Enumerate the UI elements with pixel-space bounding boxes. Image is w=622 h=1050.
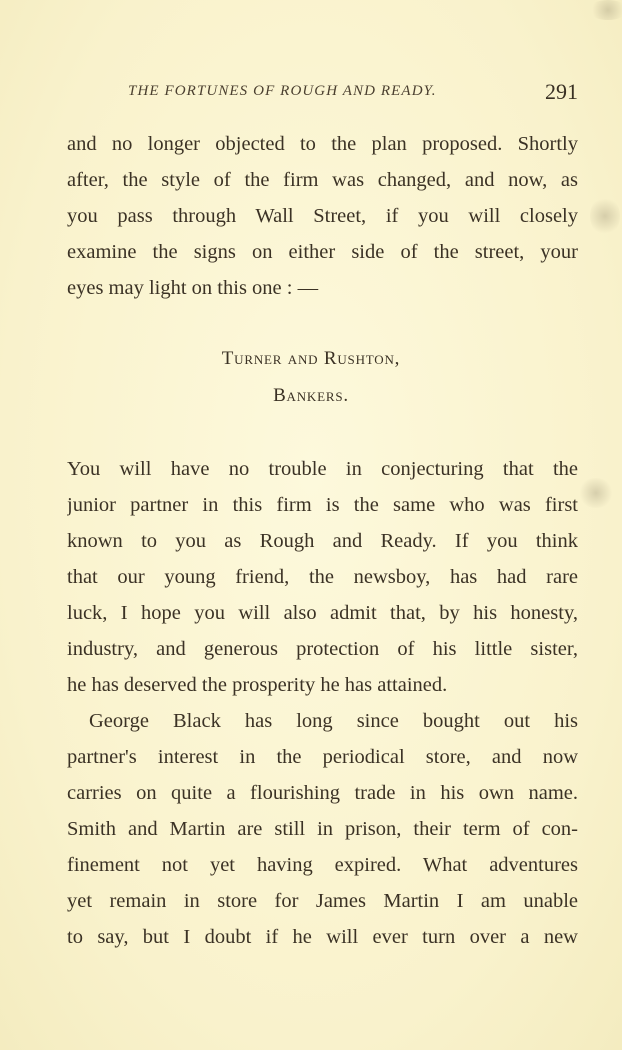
text-line: luck, I hope you will also admit that, by his honesty,	[67, 602, 578, 624]
text-line: industry, and generous protection of his little sister,	[67, 638, 578, 660]
text-line: and no longer objected to the plan proposed. Shortly	[67, 133, 578, 155]
text-line: after, the style of the firm was changed, and now, as	[67, 169, 578, 191]
text-line: you pass through Wall Street, if you will closely	[67, 205, 578, 227]
text-line: partner's interest in the periodical store, and now	[67, 746, 578, 768]
text-line: carries on quite a flourishing trade in his own name.	[67, 782, 578, 804]
text-line: eyes may light on this one : —	[67, 277, 319, 299]
paragraph-2	[67, 451, 578, 703]
text-line: he has deserved the prosperity he has attained.	[67, 674, 448, 696]
page-number: 291	[545, 79, 578, 104]
text-line: George Black has long since bought out his	[89, 710, 578, 732]
text-line: examine the signs on either side of the street, your	[67, 241, 578, 263]
paragraph-1	[67, 126, 578, 306]
page-stain	[590, 196, 620, 236]
sign-firm-type: Bankers.	[273, 385, 349, 406]
text-line: finement not yet having expired. What adventures	[67, 854, 578, 876]
text-line: to say, but I doubt if he will ever turn over a new	[67, 926, 578, 948]
sign-firm-name: Turner and Rushton,	[221, 348, 401, 369]
paragraph-3	[67, 703, 578, 955]
text-line: that our young friend, the newsboy, has had rare	[67, 566, 578, 588]
page-stain	[588, 0, 622, 20]
text-line: yet remain in store for James Martin I am unable	[67, 890, 578, 912]
text-line: You will have no trouble in conjecturing that the	[67, 458, 578, 480]
text-line: junior partner in this firm is the same who was first	[67, 494, 578, 516]
text-line: known to you as Rough and Ready. If you think	[67, 530, 578, 552]
running-title: THE FORTUNES OF ROUGH AND READY.	[128, 83, 437, 99]
page-stain	[578, 478, 614, 508]
text-line: Smith and Martin are still in prison, their term of con-	[67, 818, 578, 840]
running-head	[66, 79, 578, 109]
